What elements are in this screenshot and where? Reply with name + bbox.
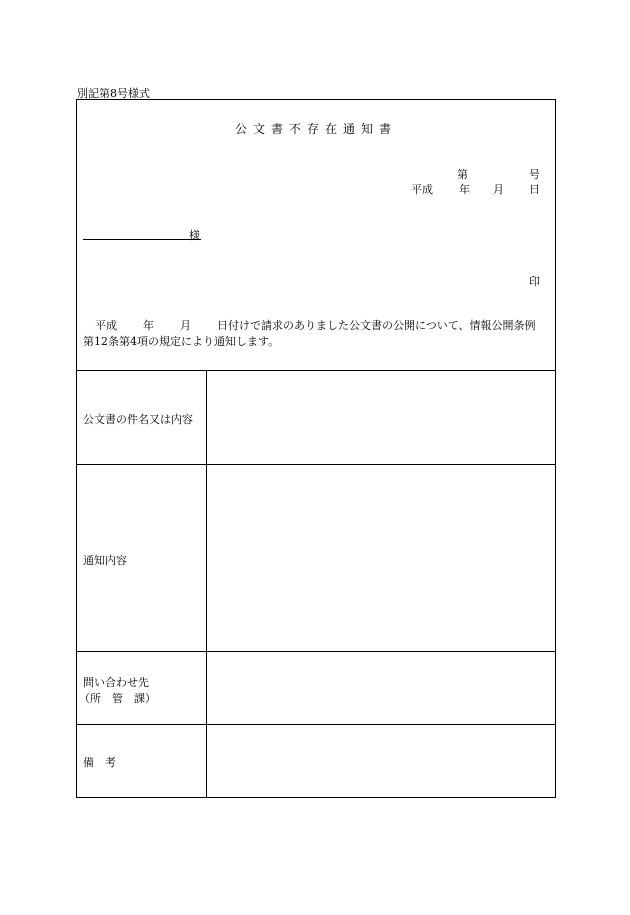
row-label-subject: 公文書の件名又は内容 <box>83 413 193 426</box>
date-day-label: 日 <box>529 183 540 196</box>
body-year: 年 <box>143 319 154 332</box>
table-row-remarks <box>77 724 555 797</box>
body-month: 月 <box>180 319 191 332</box>
notice-form <box>76 99 556 798</box>
body-era: 平成 <box>95 319 117 332</box>
date-month-label: 月 <box>493 183 504 196</box>
row-label-cell <box>77 725 207 797</box>
date-year-label: 年 <box>459 183 470 196</box>
body-line1-rest: 日付けで請求のありました公文書の公開について、情報公開条例 <box>217 319 536 332</box>
form-number: 別記第8号様式 <box>77 87 150 100</box>
table-row-notice-content <box>77 464 555 651</box>
date-era: 平成 <box>411 183 433 196</box>
seal-mark: 印 <box>529 275 540 288</box>
document-number-suffix: 号 <box>529 168 540 181</box>
row-label-remarks: 備 考 <box>83 756 116 769</box>
body-line2: 第12条第4項の規定により通知します。 <box>83 335 280 348</box>
row-sublabel-department: （所 管 課） <box>79 692 156 705</box>
row-label-contact: 問い合わせ先 <box>83 676 149 689</box>
addressee-blank-line <box>83 239 201 240</box>
addressee-honorific: 様 <box>189 229 200 242</box>
row-label-cell <box>77 371 207 464</box>
document-title: 公文書不存在通知書 <box>234 122 397 136</box>
row-label-cell <box>77 465 207 651</box>
document-number-label: 第 <box>457 168 468 181</box>
table-row-contact <box>77 651 555 724</box>
row-label-cell <box>77 652 207 724</box>
row-label-notice-content: 通知内容 <box>83 554 127 567</box>
notice-body-text <box>83 318 551 350</box>
table-row-subject <box>77 370 555 464</box>
